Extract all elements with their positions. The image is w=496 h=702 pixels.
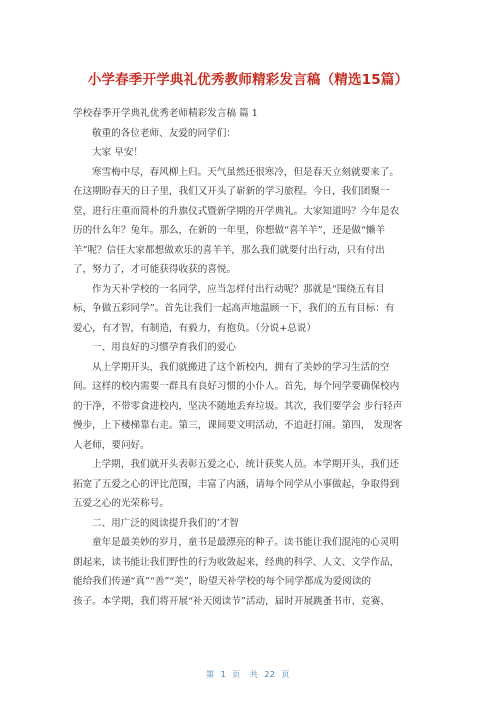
text-line: 朗起来，读书能让我们野性的行为收敛起来，经典的科学、人文、文学作品， bbox=[73, 556, 400, 568]
text-line: 间。这样的校内需要一群具有良好习惯的小仆人。首先，每个同学要确保校内 bbox=[73, 381, 400, 392]
text-line: 从上学期开头，我们就搬进了这个新校内，拥有了美妙的学习生活的空 bbox=[92, 361, 390, 373]
footer-total-pages: 22 bbox=[264, 670, 276, 679]
text-line: 历的什么年？兔年。那么，在新的一年里，你想做“喜羊羊”，还是做“懒羊 bbox=[73, 225, 386, 236]
text-line: 敬重的各位老师、友爱的同学们： bbox=[92, 127, 236, 139]
footer-total-label: 共 bbox=[249, 670, 259, 679]
text-line: 五爱之心的光荣称号。 bbox=[73, 498, 169, 509]
text-line: 孩子。本学期，我们将开展“补天阅读节”活动，届时开展跳蚤书市、竞赛、 bbox=[73, 595, 390, 607]
page-footer bbox=[0, 669, 496, 680]
text-line: 标，争做五彩同学”。首先让我们一起高声地温顾一下，我们的五有目标：有 bbox=[73, 303, 395, 314]
text-line: 在这期盼春天的日子里，我们又开头了崭新的学习旅程。今日，我们团聚一 bbox=[73, 186, 390, 197]
text-line: 了，努力了，才可能获得收获的喜悦。 bbox=[73, 264, 237, 275]
text-line: 童年是最美妙的岁月，童书是最漂亮的种子。读书能让我们混沌的心灵明 bbox=[92, 537, 399, 548]
footer-page-label: 第 bbox=[206, 670, 215, 679]
text-line: 人老师，要问好。 bbox=[73, 439, 150, 451]
footer-page-unit: 页 bbox=[232, 670, 241, 679]
footer-page-number: 1 bbox=[220, 670, 227, 679]
text-line: 大家 早安！ bbox=[92, 147, 144, 158]
text-line: 作为天补学校的一名同学，应当怎样付出行动呢？那就是“围绕五有目 bbox=[92, 283, 385, 295]
document-body bbox=[73, 104, 423, 611]
text-line: 寒雪梅中尽，春风柳上归。天气虽然还很寒冷，但是春天立刻就要来了。 bbox=[92, 166, 399, 178]
document-title: 小学春季开学典礼优秀教师精彩发言稿（精选15篇） bbox=[87, 72, 409, 88]
footer-total-unit: 页 bbox=[281, 670, 290, 679]
text-line: 学校春季开学典礼优秀老师精彩发言稿 篇 1 bbox=[73, 108, 258, 119]
text-line: 二、用广泛的阅读提升我们的’才智 bbox=[92, 517, 239, 529]
text-line: 拓宽了五爱之心的评比范围，丰富了内涵，请每个同学从小事做起，争取得到 bbox=[73, 478, 400, 490]
text-line: 慢步，上下楼梯靠右走。第三，课间要文明活动，不追赶打闹。第四， 发现客 bbox=[73, 420, 403, 431]
text-line: 一、用良好的习惯孕育我们的爱心 bbox=[92, 342, 236, 353]
text-line: 上学期，我们就开头表彰五爱之心，统计获奖人员。本学期开头，我们还 bbox=[92, 459, 399, 470]
text-line: 的干净，不带零食进校内，坚决不随地丢弃垃圾。其次，我们要学会 步行轻声 bbox=[73, 400, 403, 412]
text-line: 能给我们传递“真”“善”“美”，盼望天补学校的每个同学都成为爱阅读的 bbox=[73, 576, 372, 587]
text-line: 羊”呢？信任大家都想做欢乐的喜羊羊，那么我们就要付出行动，只有付出 bbox=[73, 244, 385, 256]
text-line: 堂，进行庄重而简朴的升旗仪式暨新学期的开学典礼。大家知道吗？今年是农 bbox=[73, 205, 400, 217]
text-line: 爱心，有才智，有制造，有毅力，有抱负。（分说+总说） bbox=[73, 322, 317, 334]
